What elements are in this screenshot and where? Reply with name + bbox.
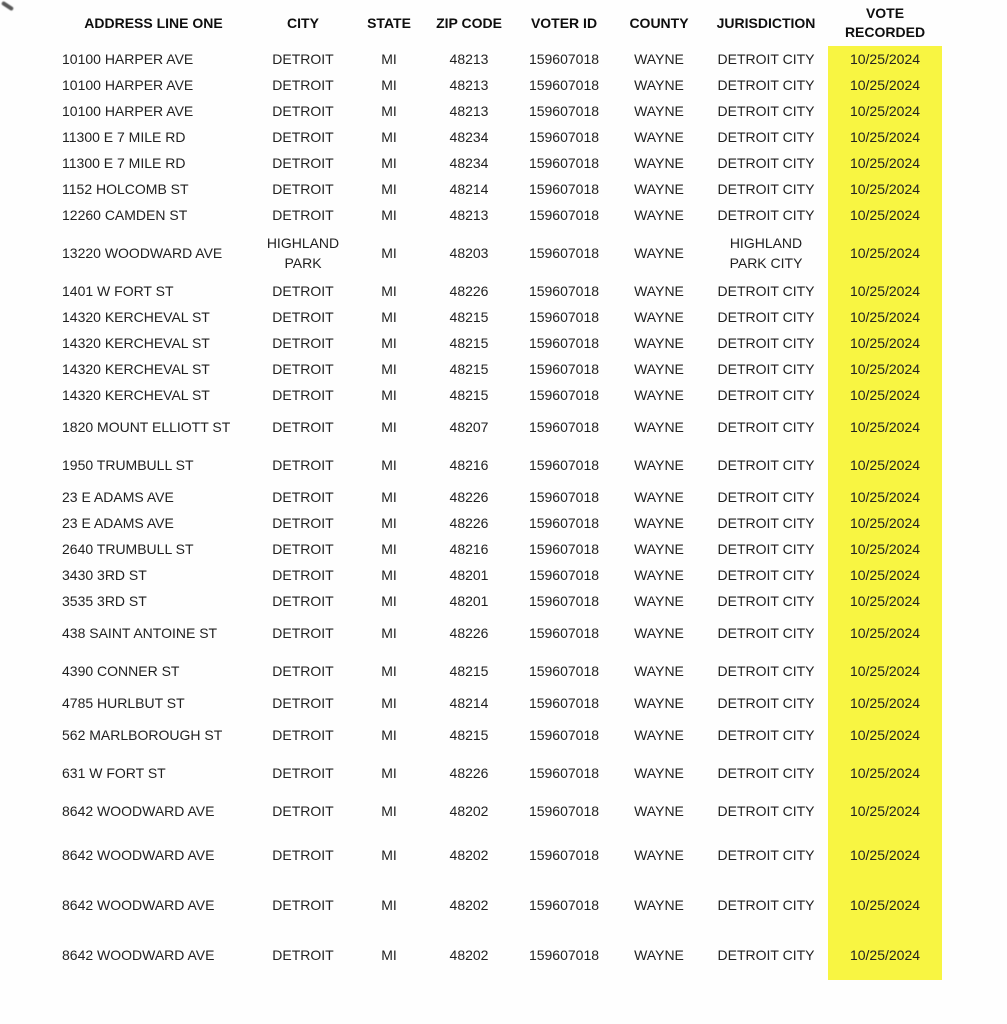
cell-voter-id: 159607018 [528,180,600,197]
cell-county: WAYNE [634,180,684,197]
cell-county: WAYNE [634,896,684,913]
cell-state: MI [381,592,397,609]
table-row [0,588,942,614]
cell-address: 1401 W FORT ST [62,282,174,299]
cell-address: 14320 KERCHEVAL ST [62,308,210,325]
table-row [0,46,942,72]
cell-state: MI [381,180,397,197]
cell-city: DETROIT [272,154,334,171]
table-row [0,754,942,792]
cell-jurisdiction: DETROIT CITY [717,694,815,711]
cell-zip-code: 48226 [449,488,489,505]
cell-city: DETROIT [272,592,334,609]
cell-city: DETROIT [272,540,334,557]
cell-voter-id: 159607018 [528,764,600,781]
cell-jurisdiction: DETROIT CITY [717,592,815,609]
cell-jurisdiction: DETROIT CITY [717,308,815,325]
cell-zip-code: 48214 [449,180,489,197]
cell-city: DETROIT [272,386,334,403]
cell-address: 3430 3RD ST [62,566,147,583]
column-header-vote-recorded: VOTE RECORDED [844,5,926,40]
table-row [0,304,942,330]
cell-voter-id: 159607018 [528,76,600,93]
cell-city: DETROIT [272,846,334,863]
table-row [0,72,942,98]
column-header-voter-id: VOTER ID [530,14,598,31]
cell-address: 8642 WOODWARD AVE [62,946,215,963]
cell-city: DETROIT [272,102,334,119]
column-header-county: COUNTY [629,14,689,31]
cell-city: DETROIT [272,206,334,223]
cell-zip-code: 48207 [449,418,489,435]
cell-city: DETROIT [272,726,334,743]
cell-county: WAYNE [634,206,684,223]
cell-county: WAYNE [634,540,684,557]
cell-vote-recorded: 10/25/2024 [828,228,942,278]
cell-county: WAYNE [634,308,684,325]
cell-city: DETROIT [272,282,334,299]
cell-state: MI [381,488,397,505]
cell-zip-code: 48215 [449,726,489,743]
cell-zip-code: 48202 [449,896,489,913]
cell-address: 1820 MOUNT ELLIOTT ST [62,418,231,435]
cell-city: DETROIT [272,802,334,819]
cell-county: WAYNE [634,946,684,963]
cell-county: WAYNE [634,76,684,93]
cell-zip-code: 48216 [449,540,489,557]
cell-zip-code: 48201 [449,592,489,609]
cell-state: MI [381,726,397,743]
cell-state: MI [381,386,397,403]
cell-voter-id: 159607018 [528,662,600,679]
table-row [0,278,942,304]
table-row [0,614,942,652]
cell-state: MI [381,566,397,583]
cell-jurisdiction: HIGHLAND PARK CITY [729,234,803,271]
cell-jurisdiction: DETROIT CITY [717,566,815,583]
cell-voter-id: 159607018 [528,514,600,531]
cell-voter-id: 159607018 [528,282,600,299]
cell-county: WAYNE [634,514,684,531]
cell-county: WAYNE [634,846,684,863]
cell-state: MI [381,846,397,863]
cell-zip-code: 48215 [449,334,489,351]
cell-state: MI [381,802,397,819]
cell-address: 10100 HARPER AVE [62,102,194,119]
cell-city: DETROIT [272,662,334,679]
column-header-jurisdiction: JURISDICTION [716,14,816,31]
cell-address: 438 SAINT ANTOINE ST [62,624,218,641]
cell-voter-id: 159607018 [528,102,600,119]
cell-state: MI [381,694,397,711]
cell-zip-code: 48215 [449,662,489,679]
cell-zip-code: 48215 [449,308,489,325]
cell-zip-code: 48213 [449,206,489,223]
cell-vote-recorded: 10/25/2024 [828,46,942,72]
column-header-city: CITY [287,14,319,31]
cell-voter-id: 159607018 [528,694,600,711]
cell-jurisdiction: DETROIT CITY [717,282,815,299]
cell-city: DETROIT [272,694,334,711]
cell-zip-code: 48226 [449,624,489,641]
cell-jurisdiction: DETROIT CITY [717,846,815,863]
cell-address: 631 W FORT ST [62,764,166,781]
cell-address: 12260 CAMDEN ST [62,206,188,223]
cell-state: MI [381,624,397,641]
cell-vote-recorded: 10/25/2024 [828,690,942,716]
table-row [0,562,942,588]
cell-vote-recorded: 10/25/2024 [828,330,942,356]
cell-county: WAYNE [634,764,684,781]
cell-vote-recorded: 10/25/2024 [828,588,942,614]
cell-vote-recorded: 10/25/2024 [828,98,942,124]
cell-jurisdiction: DETROIT CITY [717,76,815,93]
cell-jurisdiction: DETROIT CITY [717,418,815,435]
cell-voter-id: 159607018 [528,566,600,583]
cell-zip-code: 48203 [449,244,489,261]
table-row [0,330,942,356]
cell-county: WAYNE [634,592,684,609]
cell-voter-id: 159607018 [528,456,600,473]
cell-address: 4390 CONNER ST [62,662,180,679]
cell-city: DETROIT [272,764,334,781]
cell-jurisdiction: DETROIT CITY [717,764,815,781]
cell-vote-recorded: 10/25/2024 [828,510,942,536]
cell-address: 2640 TRUMBULL ST [62,540,194,557]
cell-vote-recorded: 10/25/2024 [828,614,942,652]
cell-address: 11300 E 7 MILE RD [62,128,186,145]
table-row [0,690,942,716]
cell-vote-recorded: 10/25/2024 [828,652,942,690]
cell-address: 13220 WOODWARD AVE [62,244,223,261]
cell-state: MI [381,540,397,557]
table-row [0,536,942,562]
cell-state: MI [381,308,397,325]
cell-city: DETROIT [272,488,334,505]
cell-county: WAYNE [634,488,684,505]
cell-city: DETROIT [272,624,334,641]
cell-state: MI [381,456,397,473]
cell-city: DETROIT [272,180,334,197]
cell-jurisdiction: DETROIT CITY [717,180,815,197]
cell-jurisdiction: DETROIT CITY [717,802,815,819]
cell-zip-code: 48201 [449,566,489,583]
cell-county: WAYNE [634,386,684,403]
cell-county: WAYNE [634,694,684,711]
cell-city: DETROIT [272,456,334,473]
cell-voter-id: 159607018 [528,244,600,261]
cell-county: WAYNE [634,456,684,473]
table-row [0,446,942,484]
cell-state: MI [381,282,397,299]
cell-voter-id: 159607018 [528,128,600,145]
cell-jurisdiction: DETROIT CITY [717,946,815,963]
cell-city: DETROIT [272,334,334,351]
cell-vote-recorded: 10/25/2024 [828,484,942,510]
cell-voter-id: 159607018 [528,946,600,963]
cell-county: WAYNE [634,726,684,743]
cell-state: MI [381,360,397,377]
cell-jurisdiction: DETROIT CITY [717,662,815,679]
table-row [0,124,942,150]
table-row [0,408,942,446]
cell-address: 3535 3RD ST [62,592,147,609]
cell-zip-code: 48234 [449,128,489,145]
cell-voter-id: 159607018 [528,846,600,863]
cell-voter-id: 159607018 [528,418,600,435]
cell-address: 14320 KERCHEVAL ST [62,360,210,377]
cell-state: MI [381,764,397,781]
cell-state: MI [381,154,397,171]
cell-zip-code: 48215 [449,386,489,403]
cell-voter-id: 159607018 [528,386,600,403]
cell-voter-id: 159607018 [528,802,600,819]
cell-voter-id: 159607018 [528,624,600,641]
cell-city: HIGHLAND PARK [266,234,340,271]
cell-city: DETROIT [272,128,334,145]
cell-vote-recorded: 10/25/2024 [828,278,942,304]
cell-county: WAYNE [634,128,684,145]
table-header-row [0,0,942,46]
table-row [0,202,942,228]
cell-state: MI [381,128,397,145]
table-row [0,176,942,202]
cell-zip-code: 48213 [449,76,489,93]
cell-vote-recorded: 10/25/2024 [828,754,942,792]
cell-voter-id: 159607018 [528,540,600,557]
cell-address: 23 E ADAMS AVE [62,514,174,531]
cell-zip-code: 48226 [449,282,489,299]
cell-county: WAYNE [634,802,684,819]
cell-state: MI [381,206,397,223]
table-row [0,792,942,830]
cell-voter-id: 159607018 [528,360,600,377]
cell-county: WAYNE [634,624,684,641]
table-row [0,98,942,124]
cell-jurisdiction: DETROIT CITY [717,540,815,557]
cell-voter-id: 159607018 [528,206,600,223]
cell-state: MI [381,946,397,963]
cell-county: WAYNE [634,662,684,679]
cell-vote-recorded: 10/25/2024 [828,792,942,830]
column-header-zip-code: ZIP CODE [436,14,502,31]
cell-vote-recorded: 10/25/2024 [828,880,942,930]
cell-city: DETROIT [272,896,334,913]
cell-city: DETROIT [272,360,334,377]
cell-voter-id: 159607018 [528,308,600,325]
cell-jurisdiction: DETROIT CITY [717,128,815,145]
table-row [0,484,942,510]
cell-county: WAYNE [634,566,684,583]
cell-voter-id: 159607018 [528,488,600,505]
table-row [0,930,942,980]
table-row [0,716,942,754]
cell-state: MI [381,102,397,119]
cell-zip-code: 48226 [449,764,489,781]
cell-jurisdiction: DETROIT CITY [717,102,815,119]
cell-vote-recorded: 10/25/2024 [828,304,942,330]
cell-voter-id: 159607018 [528,154,600,171]
cell-address: 1152 HOLCOMB ST [62,180,189,197]
table-row [0,356,942,382]
table-row [0,150,942,176]
cell-zip-code: 48215 [449,360,489,377]
cell-city: DETROIT [272,946,334,963]
cell-address: 1950 TRUMBULL ST [62,456,194,473]
cell-vote-recorded: 10/25/2024 [828,408,942,446]
table-row [0,382,942,408]
cell-state: MI [381,244,397,261]
cell-state: MI [381,662,397,679]
cell-county: WAYNE [634,50,684,67]
cell-voter-id: 159607018 [528,726,600,743]
cell-county: WAYNE [634,418,684,435]
cell-vote-recorded: 10/25/2024 [828,446,942,484]
cell-jurisdiction: DETROIT CITY [717,624,815,641]
cell-state: MI [381,334,397,351]
table-row [0,228,942,278]
column-header-address-line-one: ADDRESS LINE ONE [84,14,223,31]
cell-vote-recorded: 10/25/2024 [828,176,942,202]
cell-voter-id: 159607018 [528,50,600,67]
cell-address: 23 E ADAMS AVE [62,488,174,505]
cell-county: WAYNE [634,154,684,171]
cell-city: DETROIT [272,76,334,93]
cell-voter-id: 159607018 [528,592,600,609]
cell-jurisdiction: DETROIT CITY [717,488,815,505]
cell-zip-code: 48226 [449,514,489,531]
cell-vote-recorded: 10/25/2024 [828,562,942,588]
cell-county: WAYNE [634,282,684,299]
cell-jurisdiction: DETROIT CITY [717,896,815,913]
cell-city: DETROIT [272,514,334,531]
cell-jurisdiction: DETROIT CITY [717,360,815,377]
cell-state: MI [381,418,397,435]
cell-zip-code: 48213 [449,102,489,119]
cell-voter-id: 159607018 [528,896,600,913]
table-row [0,880,942,930]
cell-vote-recorded: 10/25/2024 [828,202,942,228]
cell-city: DETROIT [272,418,334,435]
cell-vote-recorded: 10/25/2024 [828,930,942,980]
cell-county: WAYNE [634,360,684,377]
cell-address: 4785 HURLBUT ST [62,694,185,711]
cell-state: MI [381,514,397,531]
cell-zip-code: 48202 [449,846,489,863]
table-body [0,46,942,980]
cell-jurisdiction: DETROIT CITY [717,154,815,171]
cell-city: DETROIT [272,50,334,67]
cell-zip-code: 48234 [449,154,489,171]
cell-vote-recorded: 10/25/2024 [828,356,942,382]
cell-zip-code: 48202 [449,802,489,819]
cell-jurisdiction: DETROIT CITY [717,334,815,351]
cell-vote-recorded: 10/25/2024 [828,382,942,408]
cell-zip-code: 48213 [449,50,489,67]
cell-address: 14320 KERCHEVAL ST [62,334,210,351]
cell-jurisdiction: DETROIT CITY [717,50,815,67]
cell-address: 8642 WOODWARD AVE [62,802,215,819]
cell-state: MI [381,50,397,67]
cell-state: MI [381,76,397,93]
cell-city: DETROIT [272,308,334,325]
cell-address: 10100 HARPER AVE [62,76,194,93]
cell-jurisdiction: DETROIT CITY [717,514,815,531]
cell-county: WAYNE [634,334,684,351]
table-row [0,830,942,880]
cell-jurisdiction: DETROIT CITY [717,206,815,223]
cell-zip-code: 48216 [449,456,489,473]
cell-vote-recorded: 10/25/2024 [828,536,942,562]
cell-vote-recorded: 10/25/2024 [828,716,942,754]
table-row [0,652,942,690]
cell-state: MI [381,896,397,913]
cell-vote-recorded: 10/25/2024 [828,150,942,176]
cell-voter-id: 159607018 [528,334,600,351]
cell-zip-code: 48214 [449,694,489,711]
cell-vote-recorded: 10/25/2024 [828,72,942,98]
cell-address: 11300 E 7 MILE RD [62,154,186,171]
cell-address: 10100 HARPER AVE [62,50,194,67]
cell-address: 8642 WOODWARD AVE [62,896,215,913]
cell-county: WAYNE [634,244,684,261]
cell-address: 14320 KERCHEVAL ST [62,386,210,403]
cell-address: 8642 WOODWARD AVE [62,846,215,863]
cell-jurisdiction: DETROIT CITY [717,386,815,403]
cell-zip-code: 48202 [449,946,489,963]
cell-vote-recorded: 10/25/2024 [828,124,942,150]
column-header-state: STATE [367,14,411,31]
table-row [0,510,942,536]
cell-vote-recorded: 10/25/2024 [828,830,942,880]
cell-county: WAYNE [634,102,684,119]
cell-city: DETROIT [272,566,334,583]
cell-jurisdiction: DETROIT CITY [717,726,815,743]
cell-jurisdiction: DETROIT CITY [717,456,815,473]
cell-address: 562 MARLBOROUGH ST [62,726,223,743]
